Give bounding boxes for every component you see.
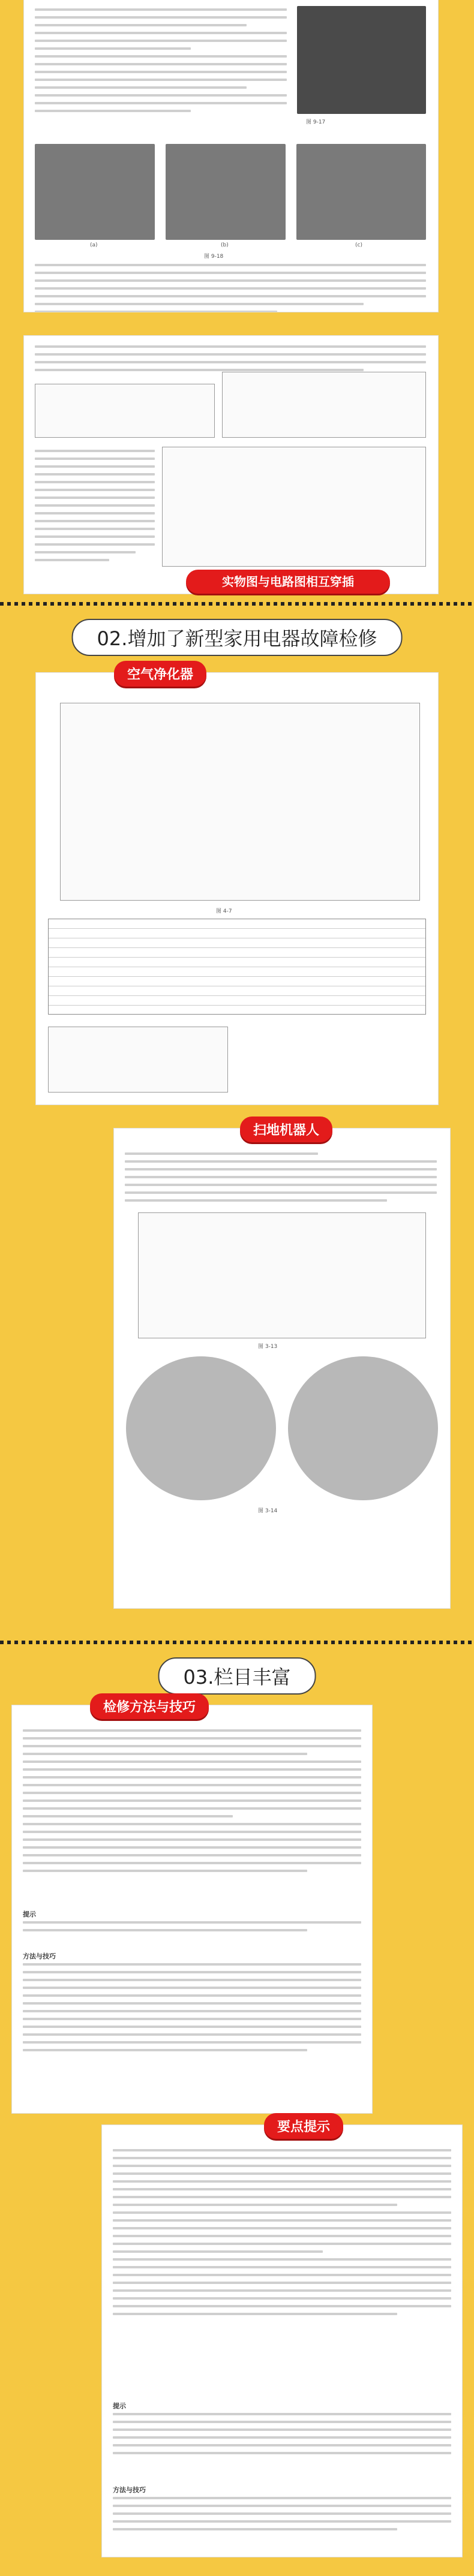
text-block xyxy=(23,1729,361,1877)
page-sheet-1 xyxy=(24,0,438,312)
page-sheet-3 xyxy=(36,673,438,1105)
sub-banner-key-points: 要点提示 xyxy=(264,2113,343,2139)
section-3-band xyxy=(0,1645,474,2576)
label-b: (b) xyxy=(221,242,229,248)
text-block xyxy=(125,1152,437,1207)
text-block xyxy=(35,8,287,118)
test-photo-a xyxy=(35,144,155,240)
robot-top-photo xyxy=(288,1356,438,1500)
divider xyxy=(0,602,474,606)
robot-structure-diagram xyxy=(138,1212,426,1338)
parts-table xyxy=(48,919,426,1015)
figure-caption-313: 图 3-13 xyxy=(258,1344,278,1350)
circuit-diagram-small xyxy=(35,384,215,438)
sub-banner-methods: 检修方法与技巧 xyxy=(90,1693,209,1719)
tip-label: 提示 xyxy=(113,2402,126,2410)
sub-banner-robot: 扫地机器人 xyxy=(240,1117,332,1142)
text-block xyxy=(35,450,155,567)
section1-banner: 实物图与电路图相互穿插 xyxy=(186,570,390,594)
section-1-band xyxy=(0,0,474,600)
circuit-diagram-small-2 xyxy=(222,372,426,438)
section-title-3 xyxy=(158,1657,316,1695)
page-sheet-6 xyxy=(102,2125,462,2557)
figure-caption-314: 图 3-14 xyxy=(258,1508,278,1514)
circuit-diagram-large xyxy=(162,447,426,567)
figure-caption-17: 图 9-17 xyxy=(306,119,326,125)
test-photo-b xyxy=(166,144,286,240)
title-number: 02. xyxy=(97,627,128,650)
multimeter-photo xyxy=(297,6,426,114)
page-sheet-4 xyxy=(114,1128,450,1608)
figure-caption-18: 图 9-18 xyxy=(204,254,224,260)
label-a: (a) xyxy=(90,242,98,248)
text-block xyxy=(113,2413,451,2460)
text-block xyxy=(113,2497,451,2536)
control-panel-diagram xyxy=(48,1027,228,1093)
title-text: 栏目丰富 xyxy=(214,1666,291,1689)
tip-label: 方法与技巧 xyxy=(113,2486,146,2494)
label-c: (c) xyxy=(355,242,362,248)
test-photo-c xyxy=(296,144,426,240)
air-purifier-exploded-view xyxy=(60,703,420,901)
sub-banner-air-purifier: 空气净化器 xyxy=(114,661,206,687)
title-text: 增加了新型家用电器故障检修 xyxy=(127,627,377,650)
section-2-band xyxy=(0,607,474,1638)
figure-caption-47: 图 4-7 xyxy=(216,908,232,914)
section-title-2 xyxy=(72,619,403,656)
title-number: 03. xyxy=(183,1666,214,1689)
text-block xyxy=(113,2149,451,2321)
text-block xyxy=(23,1963,361,2057)
divider xyxy=(0,1641,474,1644)
text-block xyxy=(35,264,426,312)
text-block xyxy=(23,1921,361,1937)
page-sheet-2 xyxy=(24,336,438,594)
robot-bottom-photo xyxy=(126,1356,276,1500)
tip-label: 提示 xyxy=(23,1910,36,1918)
page-sheet-5 xyxy=(12,1705,372,2113)
tip-label: 方法与技巧 xyxy=(23,1952,56,1960)
